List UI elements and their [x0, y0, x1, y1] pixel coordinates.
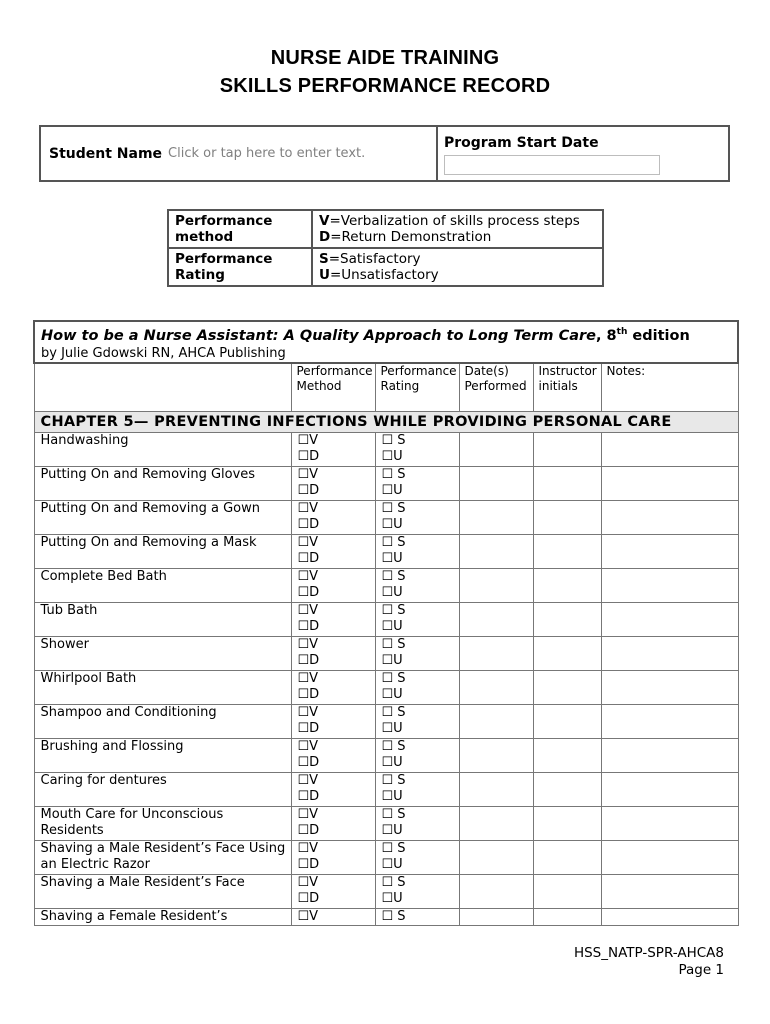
rating-s-checkbox[interactable]: ☐ S	[381, 840, 406, 856]
legend-row-rating	[168, 248, 603, 286]
rating-cell	[375, 874, 459, 908]
book-edition-number: , 8	[596, 327, 617, 344]
method-cell	[291, 534, 375, 568]
date-cell[interactable]	[459, 602, 533, 636]
skill-name: Putting On and Removing Gloves	[34, 466, 291, 500]
rating-cell	[375, 568, 459, 602]
method-v-checkbox[interactable]: ☐V	[297, 840, 319, 856]
student-name-cell	[41, 127, 438, 180]
legend-u-key: U	[319, 267, 330, 283]
skills-table	[33, 320, 739, 926]
column-header-dates: Date(s) Performed	[459, 363, 533, 412]
method-cell	[291, 704, 375, 738]
skill-name: Shaving a Male Resident’s Face Using an Electric Razor	[34, 840, 291, 874]
rating-s-checkbox[interactable]: ☐ S	[381, 568, 406, 584]
method-d-checkbox[interactable]: ☐D	[297, 449, 320, 465]
rating-cell	[375, 840, 459, 874]
table-row	[34, 636, 738, 670]
rating-u-checkbox[interactable]: ☐U	[381, 789, 403, 805]
legend-s-text: =Satisfactory	[328, 251, 421, 267]
book-byline: by Julie Gdowski RN, AHCA Publishing	[41, 345, 286, 361]
rating-u-checkbox[interactable]: ☐U	[381, 721, 403, 737]
book-row	[34, 321, 738, 363]
rating-u-checkbox[interactable]: ☐U	[381, 857, 403, 873]
legend-d-text: =Return Demonstration	[330, 229, 492, 245]
method-d-checkbox[interactable]: ☐D	[297, 891, 320, 907]
date-cell[interactable]	[459, 670, 533, 704]
date-cell[interactable]	[459, 568, 533, 602]
skill-name: Handwashing	[34, 432, 291, 466]
notes-cell[interactable]	[601, 568, 738, 602]
method-cell	[291, 806, 375, 840]
rating-cell	[375, 466, 459, 500]
rating-u-checkbox[interactable]: ☐U	[381, 823, 403, 839]
skill-name: Shaving a Female Resident’s	[34, 908, 291, 926]
notes-cell[interactable]	[601, 602, 738, 636]
date-cell[interactable]	[459, 772, 533, 806]
skill-name: Putting On and Removing a Gown	[34, 500, 291, 534]
table-row	[34, 534, 738, 568]
legend-method-label: Performance method	[168, 210, 312, 248]
method-d-checkbox[interactable]: ☐D	[297, 585, 320, 601]
rating-s-checkbox[interactable]: ☐ S	[381, 874, 406, 890]
date-cell[interactable]	[459, 738, 533, 772]
rating-s-checkbox[interactable]: ☐ S	[381, 670, 406, 686]
date-cell[interactable]	[459, 534, 533, 568]
method-v-checkbox[interactable]: ☐V	[297, 806, 319, 822]
skill-name: Shaving a Male Resident’s Face	[34, 874, 291, 908]
rating-s-checkbox[interactable]: ☐ S	[381, 432, 406, 448]
document-title-line1: NURSE AIDE TRAINING	[270, 47, 500, 69]
method-d-checkbox[interactable]: ☐D	[297, 857, 320, 873]
date-cell[interactable]	[459, 806, 533, 840]
method-cell	[291, 432, 375, 466]
notes-cell[interactable]	[601, 636, 738, 670]
rating-u-checkbox[interactable]: ☐U	[381, 483, 403, 499]
method-v-checkbox[interactable]: ☐V	[297, 908, 319, 924]
method-d-checkbox[interactable]: ☐D	[297, 721, 320, 737]
method-d-checkbox[interactable]: ☐D	[297, 653, 320, 669]
skill-name: Whirlpool Bath	[34, 670, 291, 704]
table-row	[34, 670, 738, 704]
book-title	[41, 322, 731, 346]
table-row	[34, 704, 738, 738]
method-cell	[291, 466, 375, 500]
instructor-initials-cell[interactable]	[533, 908, 601, 926]
book-title-text: How to be a Nurse Assistant: A Quality Approach to Long Term Care	[41, 327, 596, 344]
legend-v-key: V	[319, 213, 330, 229]
notes-cell[interactable]	[601, 670, 738, 704]
notes-cell[interactable]	[601, 840, 738, 874]
method-d-checkbox[interactable]: ☐D	[297, 551, 320, 567]
notes-cell[interactable]	[601, 874, 738, 908]
skill-name: Shower	[34, 636, 291, 670]
method-cell	[291, 840, 375, 874]
rating-cell	[375, 908, 459, 926]
table-row	[34, 500, 738, 534]
date-cell[interactable]	[459, 432, 533, 466]
rating-s-checkbox[interactable]: ☐ S	[381, 806, 406, 822]
method-d-checkbox[interactable]: ☐D	[297, 687, 320, 703]
instructor-initials-cell[interactable]	[533, 806, 601, 840]
notes-cell[interactable]	[601, 772, 738, 806]
table-row	[34, 568, 738, 602]
student-name-input[interactable]: Click or tap here to enter text.	[168, 146, 366, 161]
legend-s-key: S	[319, 251, 329, 267]
legend-rating-values	[312, 248, 603, 286]
skill-rows	[34, 432, 738, 926]
instructor-initials-cell[interactable]	[533, 840, 601, 874]
skill-name: Shampoo and Conditioning	[34, 704, 291, 738]
rating-u-checkbox[interactable]: ☐U	[381, 891, 403, 907]
method-v-checkbox[interactable]: ☐V	[297, 636, 319, 652]
instructor-initials-cell[interactable]	[533, 568, 601, 602]
date-cell[interactable]	[459, 466, 533, 500]
footer	[574, 945, 724, 979]
instructor-initials-cell[interactable]	[533, 466, 601, 500]
instructor-initials-cell[interactable]	[533, 670, 601, 704]
method-cell	[291, 568, 375, 602]
rating-cell	[375, 704, 459, 738]
rating-u-checkbox[interactable]: ☐U	[381, 755, 403, 771]
method-d-checkbox[interactable]: ☐D	[297, 517, 320, 533]
instructor-initials-cell[interactable]	[533, 636, 601, 670]
rating-u-checkbox[interactable]: ☐U	[381, 687, 403, 703]
rating-cell	[375, 432, 459, 466]
book-edition-suffix: th	[616, 327, 628, 337]
rating-cell	[375, 534, 459, 568]
column-header-method: Performance Method	[291, 363, 375, 412]
table-row	[34, 432, 738, 466]
legend-d-key: D	[319, 229, 331, 245]
rating-cell	[375, 500, 459, 534]
rating-u-checkbox[interactable]: ☐U	[381, 585, 403, 601]
program-start-date-cell	[438, 127, 728, 180]
method-d-checkbox[interactable]: ☐D	[297, 823, 320, 839]
instructor-initials-cell[interactable]	[533, 738, 601, 772]
method-d-checkbox[interactable]: ☐D	[297, 483, 320, 499]
program-start-date-label: Program Start Date	[444, 135, 599, 151]
method-cell	[291, 908, 375, 926]
method-cell	[291, 772, 375, 806]
table-row	[34, 466, 738, 500]
method-cell	[291, 670, 375, 704]
method-d-checkbox[interactable]: ☐D	[297, 789, 320, 805]
skill-name: Mouth Care for Unconscious Residents	[34, 806, 291, 840]
table-row	[34, 806, 738, 840]
column-header-skill	[34, 363, 291, 412]
rating-u-checkbox[interactable]: ☐U	[381, 517, 403, 533]
rating-cell	[375, 772, 459, 806]
table-row	[34, 908, 738, 926]
rating-s-checkbox[interactable]: ☐ S	[381, 466, 406, 482]
rating-u-checkbox[interactable]: ☐U	[381, 551, 403, 567]
rating-s-checkbox[interactable]: ☐ S	[381, 738, 406, 754]
student-info-box	[39, 125, 730, 182]
method-cell	[291, 500, 375, 534]
method-v-checkbox[interactable]: ☐V	[297, 670, 319, 686]
method-cell	[291, 602, 375, 636]
chapter-row	[34, 411, 738, 432]
instructor-initials-cell[interactable]	[533, 500, 601, 534]
column-header-instructor: Instructor initials	[533, 363, 601, 412]
notes-cell[interactable]	[601, 908, 738, 926]
rating-s-checkbox[interactable]: ☐ S	[381, 500, 406, 516]
date-cell[interactable]	[459, 908, 533, 926]
method-cell	[291, 738, 375, 772]
instructor-initials-cell[interactable]	[533, 874, 601, 908]
page-number: Page 1	[678, 962, 724, 978]
rating-cell	[375, 602, 459, 636]
date-cell[interactable]	[459, 500, 533, 534]
instructor-initials-cell[interactable]	[533, 704, 601, 738]
rating-s-checkbox[interactable]: ☐ S	[381, 772, 406, 788]
table-row	[34, 772, 738, 806]
legend-rating-label: Performance Rating	[168, 248, 312, 286]
notes-cell[interactable]	[601, 704, 738, 738]
method-v-checkbox[interactable]: ☐V	[297, 500, 319, 516]
notes-cell[interactable]	[601, 534, 738, 568]
method-v-checkbox[interactable]: ☐V	[297, 432, 319, 448]
method-v-checkbox[interactable]: ☐V	[297, 466, 319, 482]
rating-cell	[375, 738, 459, 772]
method-cell	[291, 636, 375, 670]
method-v-checkbox[interactable]: ☐V	[297, 874, 319, 890]
rating-u-checkbox[interactable]: ☐U	[381, 449, 403, 465]
table-row	[34, 874, 738, 908]
notes-cell[interactable]	[601, 500, 738, 534]
instructor-initials-cell[interactable]	[533, 772, 601, 806]
method-v-checkbox[interactable]: ☐V	[297, 568, 319, 584]
method-cell	[291, 874, 375, 908]
skill-name: Putting On and Removing a Mask	[34, 534, 291, 568]
instructor-initials-cell[interactable]	[533, 534, 601, 568]
notes-cell[interactable]	[601, 432, 738, 466]
document-title-line2: SKILLS PERFORMANCE RECORD	[219, 75, 551, 97]
rating-s-checkbox[interactable]: ☐ S	[381, 534, 406, 550]
rating-s-checkbox[interactable]: ☐ S	[381, 602, 406, 618]
book-citation	[34, 321, 738, 363]
notes-cell[interactable]	[601, 738, 738, 772]
column-header-rating: Performance Rating	[375, 363, 459, 412]
rating-s-checkbox[interactable]: ☐ S	[381, 908, 406, 924]
form-code: HSS_NATP-SPR-AHCA8	[573, 945, 724, 961]
column-header-notes: Notes:	[601, 363, 738, 412]
instructor-initials-cell[interactable]	[533, 602, 601, 636]
legend-row-method	[168, 210, 603, 248]
rating-u-checkbox[interactable]: ☐U	[381, 619, 403, 635]
rating-s-checkbox[interactable]: ☐ S	[381, 636, 406, 652]
rating-cell	[375, 806, 459, 840]
column-header-row	[34, 363, 738, 412]
student-name-label: Student Name	[49, 145, 163, 162]
rating-s-checkbox[interactable]: ☐ S	[381, 704, 406, 720]
notes-cell[interactable]	[601, 466, 738, 500]
book-edition-word: edition	[627, 327, 690, 344]
legend-method-values	[312, 210, 603, 248]
skill-name: Caring for dentures	[34, 772, 291, 806]
chapter-heading: CHAPTER 5— PREVENTING INFECTIONS WHILE PROVIDING PERSONAL CARE	[34, 411, 738, 432]
table-row	[34, 738, 738, 772]
notes-cell[interactable]	[601, 806, 738, 840]
method-v-checkbox[interactable]: ☐V	[297, 772, 319, 788]
skill-name: Complete Bed Bath	[34, 568, 291, 602]
date-cell[interactable]	[459, 704, 533, 738]
date-cell[interactable]	[459, 874, 533, 908]
instructor-initials-cell[interactable]	[533, 432, 601, 466]
rating-cell	[375, 670, 459, 704]
method-v-checkbox[interactable]: ☐V	[297, 602, 319, 618]
legend-table	[167, 209, 604, 287]
method-v-checkbox[interactable]: ☐V	[297, 738, 319, 754]
method-d-checkbox[interactable]: ☐D	[297, 755, 320, 771]
program-start-date-input[interactable]	[444, 155, 660, 175]
date-cell[interactable]	[459, 840, 533, 874]
legend-v-text: =Verbalization of skills process steps	[329, 213, 580, 229]
rating-u-checkbox[interactable]: ☐U	[381, 653, 403, 669]
date-cell[interactable]	[459, 636, 533, 670]
skill-name: Tub Bath	[34, 602, 291, 636]
table-row	[34, 840, 738, 874]
skill-name: Brushing and Flossing	[34, 738, 291, 772]
rating-cell	[375, 636, 459, 670]
table-row	[34, 602, 738, 636]
method-d-checkbox[interactable]: ☐D	[297, 619, 320, 635]
method-v-checkbox[interactable]: ☐V	[297, 534, 319, 550]
method-v-checkbox[interactable]: ☐V	[297, 704, 319, 720]
legend-u-text: =Unsatisfactory	[329, 267, 439, 283]
